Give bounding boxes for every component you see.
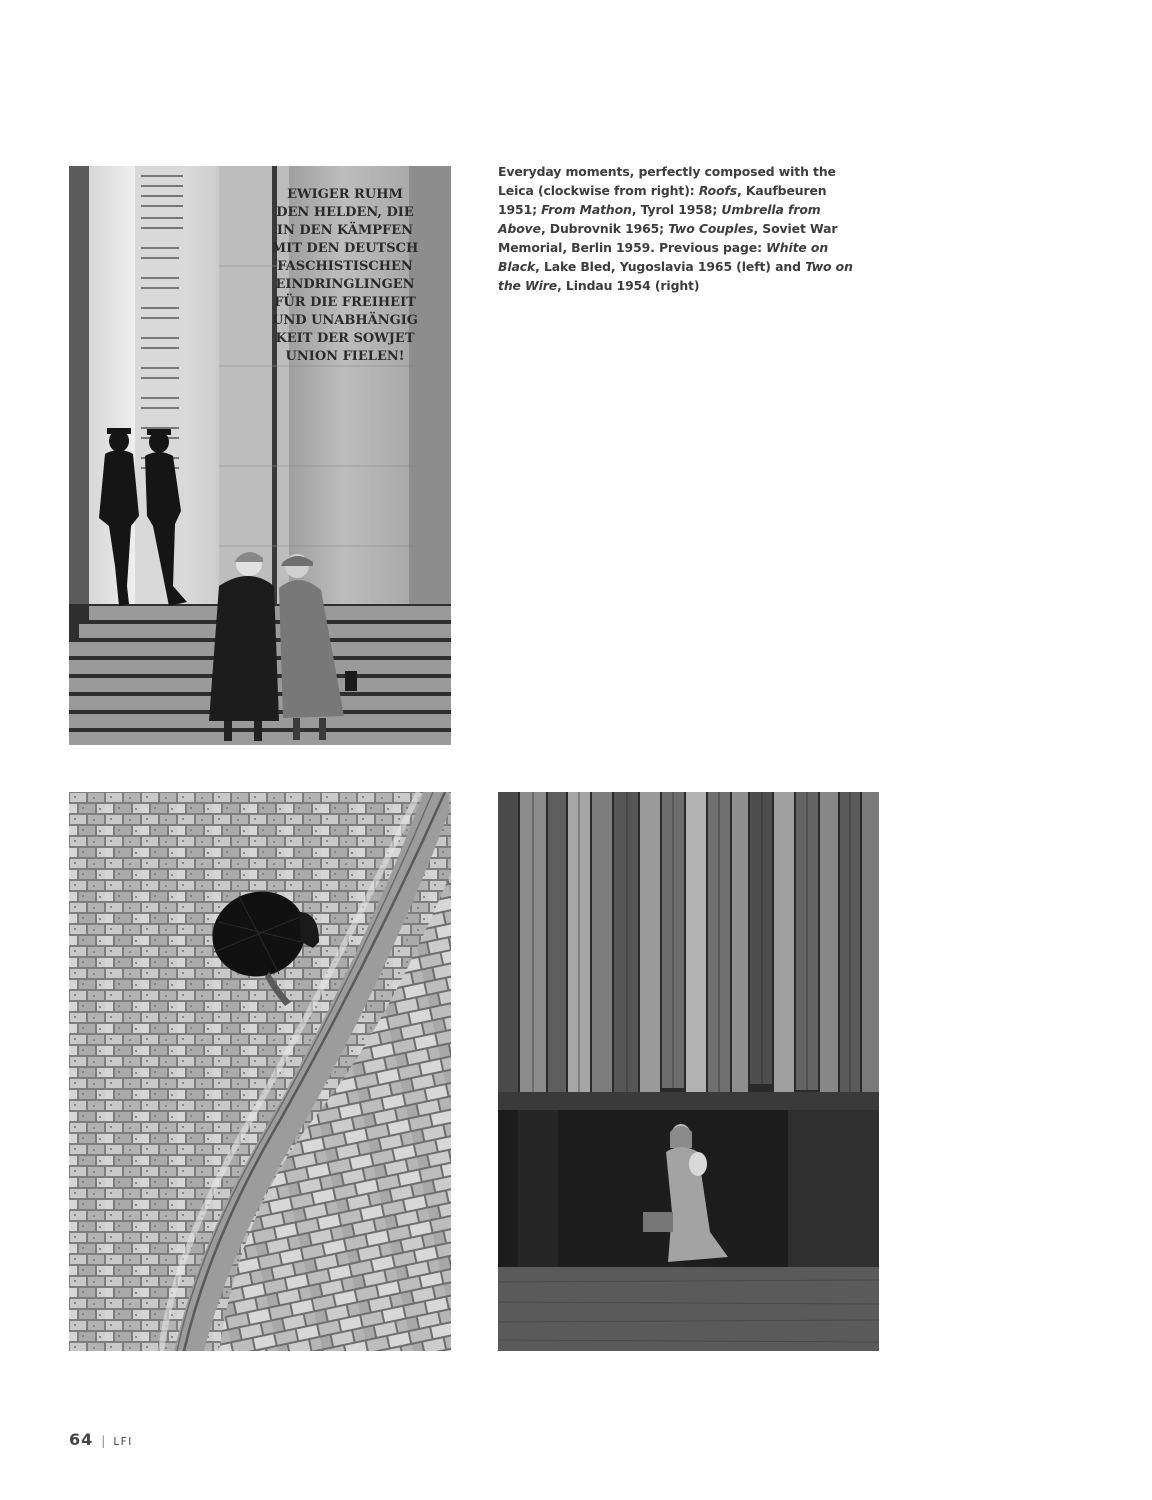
caption-detail-two-on-wire: , Lindau 1954 (right) — [557, 278, 700, 293]
caption-title-white-on-black: White on Black — [498, 240, 829, 274]
photo-from-mathon — [498, 792, 879, 1351]
page-number: 64 — [69, 1430, 94, 1449]
inscription-line: UNION FIELEN! — [285, 349, 405, 364]
caption-title-two-couples: Two Couples — [668, 221, 754, 236]
inscription-line: FASCHISTISCHEN — [277, 259, 413, 274]
caption-title-from-mathon: From Mathon — [541, 202, 632, 217]
caption-detail-white-on-black: , Lake Bled, Yugoslavia 1965 (left) and — [535, 259, 806, 274]
caption-detail-umbrella: , Dubrovnik 1965; — [540, 221, 669, 236]
folio-separator: | — [101, 1434, 106, 1448]
caption-detail-roofs: , Kaufbeuren 1951; — [498, 183, 827, 217]
inscription-line: KEIT DER SOWJET — [275, 331, 415, 346]
inscription-line: IN DEN KÄMPFEN — [276, 223, 414, 238]
inscription-line: UND UNABHÄNGIG — [272, 313, 418, 328]
caption-detail-two-couples: , Soviet War Memorial, Berlin 1959. Previous page: — [498, 221, 838, 255]
caption-title-umbrella: Umbrella from Above — [498, 202, 821, 236]
caption-title-two-on-wire: Two on the Wire — [498, 259, 853, 293]
caption-title-roofs: Roofs — [698, 183, 738, 198]
photo-two-couples — [69, 166, 451, 745]
inscription-line: FÜR DIE FREIHEIT — [274, 295, 416, 310]
page-folio — [69, 1430, 133, 1449]
magazine-name: LFI — [113, 1436, 133, 1448]
photo-umbrella-from-above — [69, 792, 451, 1351]
photo-caption — [498, 162, 868, 295]
caption-detail-from-mathon: , Tyrol 1958; — [631, 202, 722, 217]
inscription-line: MIT DEN DEUTSCH — [271, 241, 419, 256]
inscription-line: EWIGER RUHM — [287, 187, 403, 202]
caption-lead: Everyday moments, perfectly composed with the Leica (clockwise from right): — [498, 164, 836, 198]
inscription-line: DEN HELDEN, DIE — [276, 205, 414, 220]
inscription-line: EINDRINGLINGEN — [275, 277, 415, 292]
